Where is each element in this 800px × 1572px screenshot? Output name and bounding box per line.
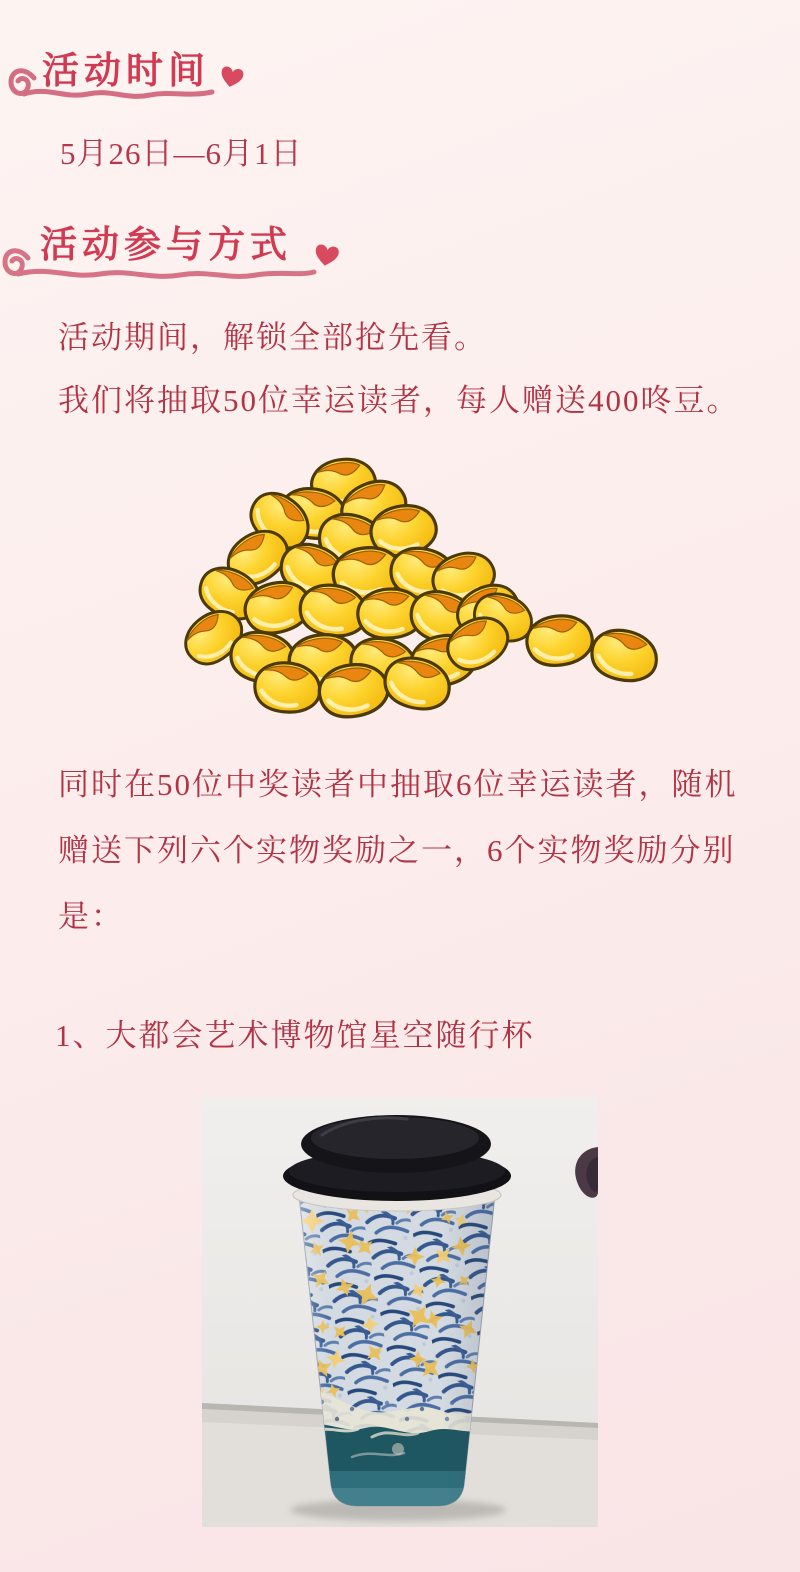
heart-squiggle-underline-icon [4, 60, 246, 110]
paragraph-line: 赠送下列六个实物奖励之一，6个实物奖励分别 [58, 833, 736, 868]
participation-paragraph [58, 306, 740, 432]
paragraph-line: 我们将抽取50位幸运读者，每人赠送400咚豆。 [58, 383, 740, 418]
prize-intro-paragraph [58, 752, 738, 950]
section-title-activity-time: 活动时间 [42, 50, 210, 91]
paragraph-line: 活动期间，解锁全部抢先看。 [58, 320, 487, 355]
heart-icon [219, 66, 245, 90]
prize-item-1-label: 1、大都会艺术博物馆星空随行杯 [55, 1018, 535, 1053]
squiggle-line [11, 71, 212, 97]
beans-pile [176, 454, 661, 722]
heart-icon [313, 244, 339, 268]
gold-beans-illustration [160, 440, 670, 730]
paragraph-line: 同时在50位中奖读者中抽取6位幸运读者，随机 [58, 767, 738, 802]
squiggle-line [5, 251, 314, 277]
activity-date-range: 5月26日—6月1日 [60, 136, 303, 171]
starry-night-travel-mug-photo [202, 1097, 598, 1527]
heart-squiggle-underline-icon [0, 236, 345, 292]
section-title-participation: 活动参与方式 [40, 224, 292, 265]
paragraph-line: 是： [58, 899, 124, 934]
